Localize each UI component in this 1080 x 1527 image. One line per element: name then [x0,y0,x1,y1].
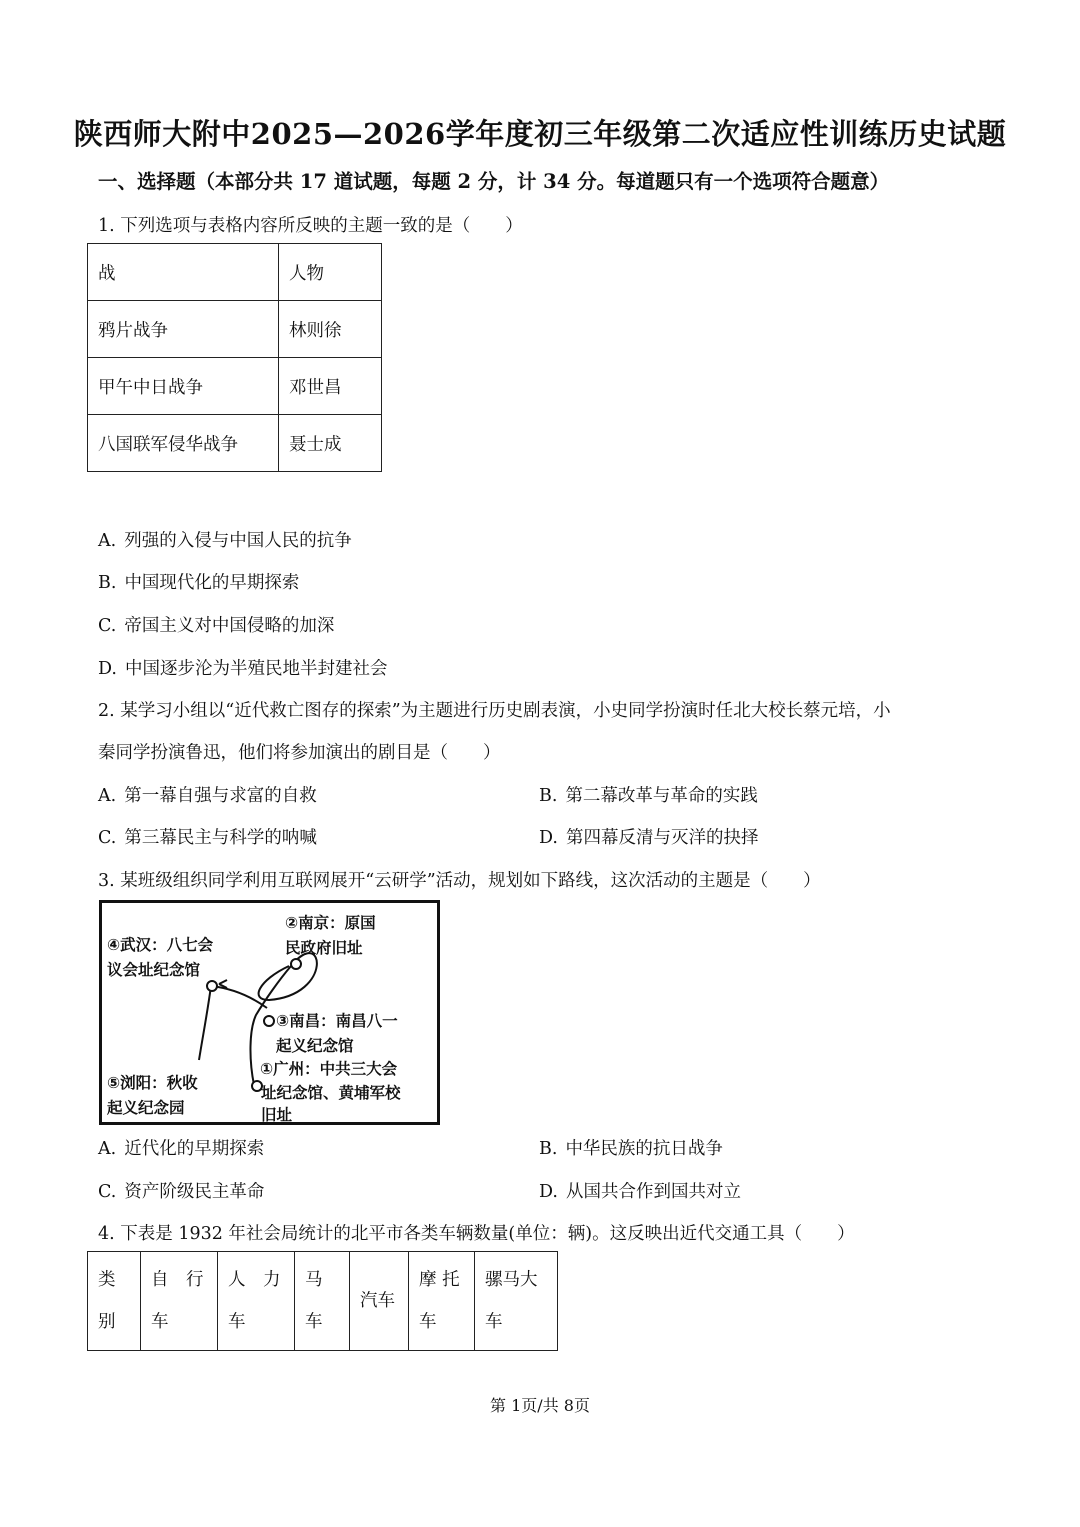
option-text: 第二幕改革与革命的实践 [565,786,758,806]
table-header-cell [475,1252,558,1351]
page-number: 第 1页/共 8页 [490,1396,590,1415]
option-text: 第一幕自强与求富的自救 [124,786,317,806]
option-text: 中国现代化的早期探索 [124,573,300,593]
table-header-cell [141,1252,218,1351]
option-letter: B. [539,786,558,806]
option-letter: B. [98,573,117,593]
table-header-row [88,244,382,301]
table-row [88,301,382,358]
table-row [88,358,382,415]
option-text: 第四幕反清与灭洋的抉择 [565,828,759,848]
option-letter: A. [98,786,117,806]
marker-wuhan-icon [207,981,217,991]
table-header-cell [218,1252,295,1351]
option-text: 列强的入侵与中国人民的抗争 [124,531,352,551]
table-header-row [88,1252,558,1351]
route-map [99,900,440,1125]
cell-line: 车 [419,1312,437,1332]
table-header-cell [409,1252,475,1351]
table-cell: 甲午中日战争 [88,358,279,415]
cell-line: 骡马大 [485,1270,538,1290]
question-2-option-a[interactable] [98,782,317,807]
question-4-stem: 4. 下表是 1932 年社会局统计的北平市各类车辆数量(单位：辆)。这反映出近代交通工具（ ） [98,1224,855,1244]
table-cell: 鸦片战争 [88,301,279,358]
question-2-stem-line2: 秦同学扮演鲁迅，他们将参加演出的剧目是（ ） [98,743,501,763]
question-3-option-c[interactable] [98,1178,264,1203]
option-text: 帝国主义对中国侵略的加深 [124,616,335,636]
option-letter: D. [539,1182,558,1202]
table-row [88,415,382,472]
cell-line: 自 行 [151,1270,204,1290]
table-header-cell: 人物 [279,244,382,301]
question-2-option-d[interactable] [539,824,758,849]
cell-line: 摩 托 [419,1270,460,1290]
cell-line: 车 [485,1312,503,1332]
question-1-option-c[interactable] [98,612,334,637]
map-label-guangzhou: 旧址 [261,1106,293,1124]
option-letter: A. [98,531,117,551]
question-1-table [87,243,382,472]
option-letter: D. [98,659,117,679]
cell-line: 车 [228,1312,246,1332]
map-label-guangzhou: ①广州：中共三大会 [260,1060,398,1078]
question-2-stem-line1: 2. 某学习小组以“近代救亡图存的探索”为主题进行历史剧表演，小史同学扮演时任北大校长蔡元培，小 [98,701,891,721]
question-1-option-a[interactable] [98,527,352,552]
table-cell: 林则徐 [279,301,382,358]
question-3-option-d[interactable] [539,1178,741,1203]
option-text: 中华民族的抗日战争 [565,1139,723,1159]
question-2-option-c[interactable] [98,824,317,849]
map-label-wuhan: 议会址纪念馆 [107,961,201,979]
map-label-liuyang: 起义纪念园 [107,1099,185,1117]
option-letter: C. [98,1182,117,1202]
option-text: 近代化的早期探索 [124,1139,265,1159]
option-letter: C. [98,828,117,848]
table-header-cell [350,1252,409,1351]
marker-nanjing-icon [291,959,301,969]
question-3-option-a[interactable] [98,1135,264,1160]
table-header-cell [88,1252,141,1351]
question-4-table [87,1251,558,1351]
cell-line: 汽车 [360,1291,395,1311]
cell-line: 类 [98,1270,116,1290]
marker-nanchang-icon [264,1016,274,1026]
table-header-cell [295,1252,350,1351]
map-label-nanchang: 起义纪念馆 [276,1037,354,1055]
question-1-option-d[interactable] [98,655,387,680]
option-text: 资产阶级民主革命 [124,1182,265,1202]
cell-line: 车 [305,1312,323,1332]
option-letter: D. [539,828,558,848]
option-letter: A. [98,1139,117,1159]
map-label-nanchang: ③南昌：南昌八一 [276,1012,398,1030]
map-label-nanjing: 民政府旧址 [285,939,363,957]
question-2-option-b[interactable] [539,782,758,807]
cell-line: 车 [151,1312,169,1332]
question-1-option-b[interactable] [98,569,299,594]
map-label-liuyang: ⑤浏阳：秋收 [107,1074,198,1092]
map-label-wuhan: ④武汉：八七会 [107,936,214,954]
section-heading: 一、选择题（本部分共 17 道试题，每题 2 分，计 34 分。每道题只有一个选项符合题意） [98,170,890,193]
option-letter: C. [98,616,117,636]
table-cell: 聂士成 [279,415,382,472]
cell-line: 别 [98,1312,116,1332]
question-3-option-b[interactable] [539,1135,723,1160]
table-header-cell: 战 [88,244,279,301]
option-text: 第三幕民主与科学的呐喊 [124,828,317,848]
page-title: 陕西师大附中2025—2026学年度初三年级第二次适应性训练历史试题 [73,117,1007,151]
map-label-guangzhou: 址纪念馆、黄埔军校 [261,1084,401,1102]
question-1-stem: 1. 下列选项与表格内容所反映的主题一致的是（ ） [98,216,523,236]
cell-line: 人 力 [228,1270,281,1290]
option-text: 从国共合作到国共对立 [565,1182,741,1202]
map-label-nanjing: ②南京：原国 [285,914,376,932]
cell-line: 马 [305,1270,323,1290]
table-cell: 邓世昌 [279,358,382,415]
option-text: 中国逐步沦为半殖民地半封建社会 [124,659,388,679]
question-3-stem: 3. 某班级组织同学利用互联网展开“云研学”活动，规划如下路线，这次活动的主题是（ ） [98,871,821,891]
table-cell: 八国联军侵华战争 [88,415,279,472]
option-letter: B. [539,1139,558,1159]
